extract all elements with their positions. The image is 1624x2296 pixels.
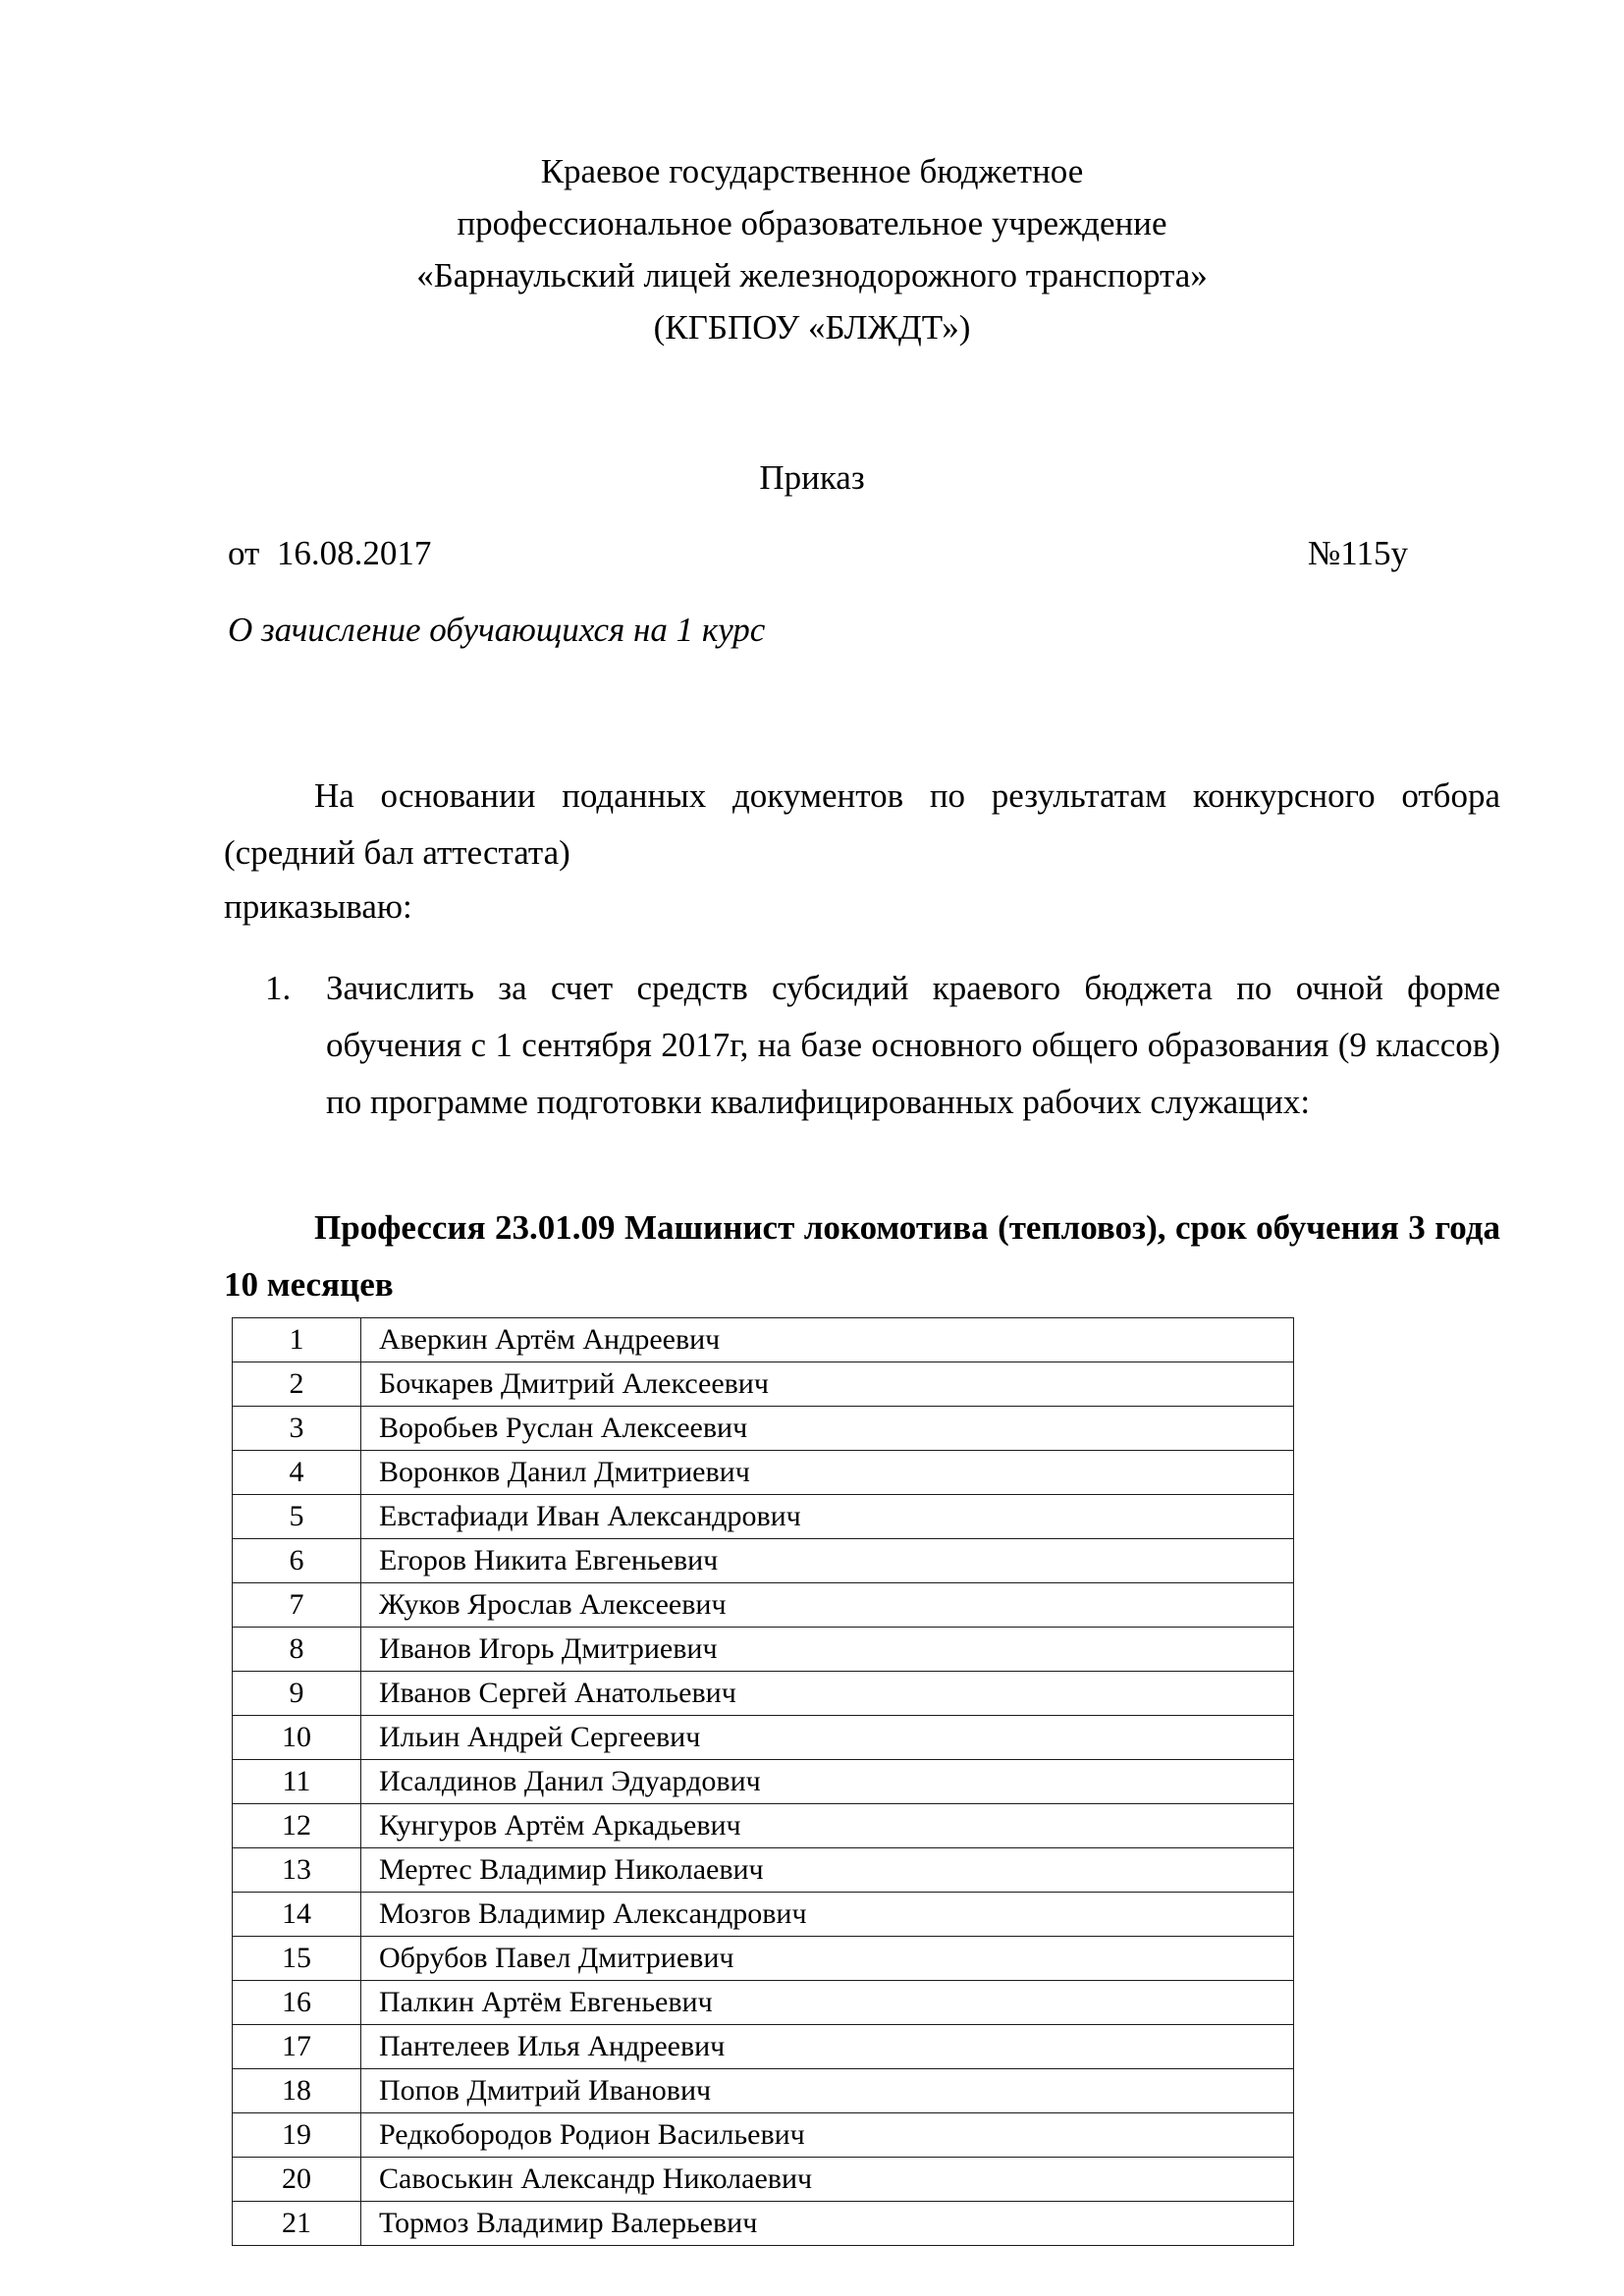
student-name: Попов Дмитрий Иванович — [361, 2069, 1294, 2113]
student-name: Редкобородов Родион Васильевич — [361, 2113, 1294, 2158]
table-row — [233, 2069, 1294, 2113]
order-items — [224, 960, 1500, 1131]
intro-paragraph: На основании поданных документов по результатам конкурсного отбора (средний бал аттестата) — [224, 776, 1500, 872]
table-row — [233, 1451, 1294, 1495]
table-row — [233, 1318, 1294, 1362]
student-name: Кунгуров Артём Аркадьевич — [361, 1804, 1294, 1848]
table-row — [233, 1407, 1294, 1451]
student-number: 7 — [233, 1583, 361, 1628]
student-number: 10 — [233, 1716, 361, 1760]
student-number: 6 — [233, 1539, 361, 1583]
table-row — [233, 1716, 1294, 1760]
student-number: 4 — [233, 1451, 361, 1495]
students-table — [232, 1317, 1294, 2246]
table-row — [233, 1362, 1294, 1407]
student-name: Тормоз Владимир Валерьевич — [361, 2202, 1294, 2246]
student-number: 17 — [233, 2025, 361, 2069]
student-number: 21 — [233, 2202, 361, 2246]
student-number: 2 — [233, 1362, 361, 1407]
table-row — [233, 1893, 1294, 1937]
student-name: Воронков Данил Дмитриевич — [361, 1451, 1294, 1495]
organization-line-3: «Барнаульский лицей железнодорожного транспорта» — [416, 256, 1208, 294]
student-name: Жуков Ярослав Алексеевич — [361, 1583, 1294, 1628]
table-row — [233, 1937, 1294, 1981]
student-name: Мозгов Владимир Александрович — [361, 1893, 1294, 1937]
order-title: Приказ — [759, 458, 865, 497]
student-name: Иванов Игорь Дмитриевич — [361, 1628, 1294, 1672]
student-name: Ильин Андрей Сергеевич — [361, 1716, 1294, 1760]
student-number: 19 — [233, 2113, 361, 2158]
student-number: 12 — [233, 1804, 361, 1848]
order-subject: О зачисление обучающихся на 1 курс — [228, 611, 766, 649]
student-name: Евстафиади Иван Александрович — [361, 1495, 1294, 1539]
student-name: Исалдинов Данил Эдуардович — [361, 1760, 1294, 1804]
student-number: 5 — [233, 1495, 361, 1539]
table-row — [233, 1583, 1294, 1628]
order-item — [224, 960, 1500, 1131]
table-row — [233, 1981, 1294, 2025]
student-name: Егоров Никита Евгеньевич — [361, 1539, 1294, 1583]
table-row — [233, 1804, 1294, 1848]
table-row — [233, 2113, 1294, 2158]
table-row — [233, 1495, 1294, 1539]
student-number: 15 — [233, 1937, 361, 1981]
student-number: 9 — [233, 1672, 361, 1716]
student-number: 13 — [233, 1848, 361, 1893]
student-name: Иванов Сергей Анатольевич — [361, 1672, 1294, 1716]
organization-header — [0, 145, 1624, 353]
table-row — [233, 2158, 1294, 2202]
student-name: Пантелеев Илья Андреевич — [361, 2025, 1294, 2069]
order-date: от 16.08.2017 — [228, 534, 432, 572]
table-row — [233, 2025, 1294, 2069]
table-row — [233, 1628, 1294, 1672]
order-number: №115у — [1307, 534, 1408, 572]
student-name: Савоськин Александр Николаевич — [361, 2158, 1294, 2202]
student-name: Воробьев Руслан Алексеевич — [361, 1407, 1294, 1451]
student-number: 3 — [233, 1407, 361, 1451]
organization-line-2: профессиональное образовательное учреждение — [457, 204, 1167, 242]
student-name: Бочкарев Дмитрий Алексеевич — [361, 1362, 1294, 1407]
table-row — [233, 1760, 1294, 1804]
student-number: 14 — [233, 1893, 361, 1937]
organization-line-1: Краевое государственное бюджетное — [540, 152, 1084, 190]
student-name: Палкин Артём Евгеньевич — [361, 1981, 1294, 2025]
student-name: Обрубов Павел Дмитриевич — [361, 1937, 1294, 1981]
table-row — [233, 2202, 1294, 2246]
student-number: 16 — [233, 1981, 361, 2025]
student-number: 11 — [233, 1760, 361, 1804]
table-row — [233, 1672, 1294, 1716]
table-row — [233, 1848, 1294, 1893]
student-number: 20 — [233, 2158, 361, 2202]
organization-abbreviation: (КГБПОУ «БЛЖДТ») — [653, 308, 971, 347]
student-name: Мертес Владимир Николаевич — [361, 1848, 1294, 1893]
table-row — [233, 1539, 1294, 1583]
student-name: Аверкин Артём Андреевич — [361, 1318, 1294, 1362]
profession-heading: Профессия 23.01.09 Машинист локомотива (тепловоз), срок обучения 3 года 10 месяцев — [224, 1208, 1500, 1304]
student-number: 8 — [233, 1628, 361, 1672]
order-item-marker: 1. — [265, 969, 292, 1007]
student-number: 18 — [233, 2069, 361, 2113]
student-number: 1 — [233, 1318, 361, 1362]
order-meta-row — [228, 532, 1408, 575]
students-table-body — [233, 1318, 1294, 2246]
command-word: приказываю: — [224, 887, 412, 926]
order-item-text: Зачислить за счет средств субсидий краевого бюджета по очной форме обучения с 1 сентября 2017г, на базе основного общего образования (9 классов) по программе подготовки квалифицированных рабочих служащих: — [326, 969, 1500, 1121]
